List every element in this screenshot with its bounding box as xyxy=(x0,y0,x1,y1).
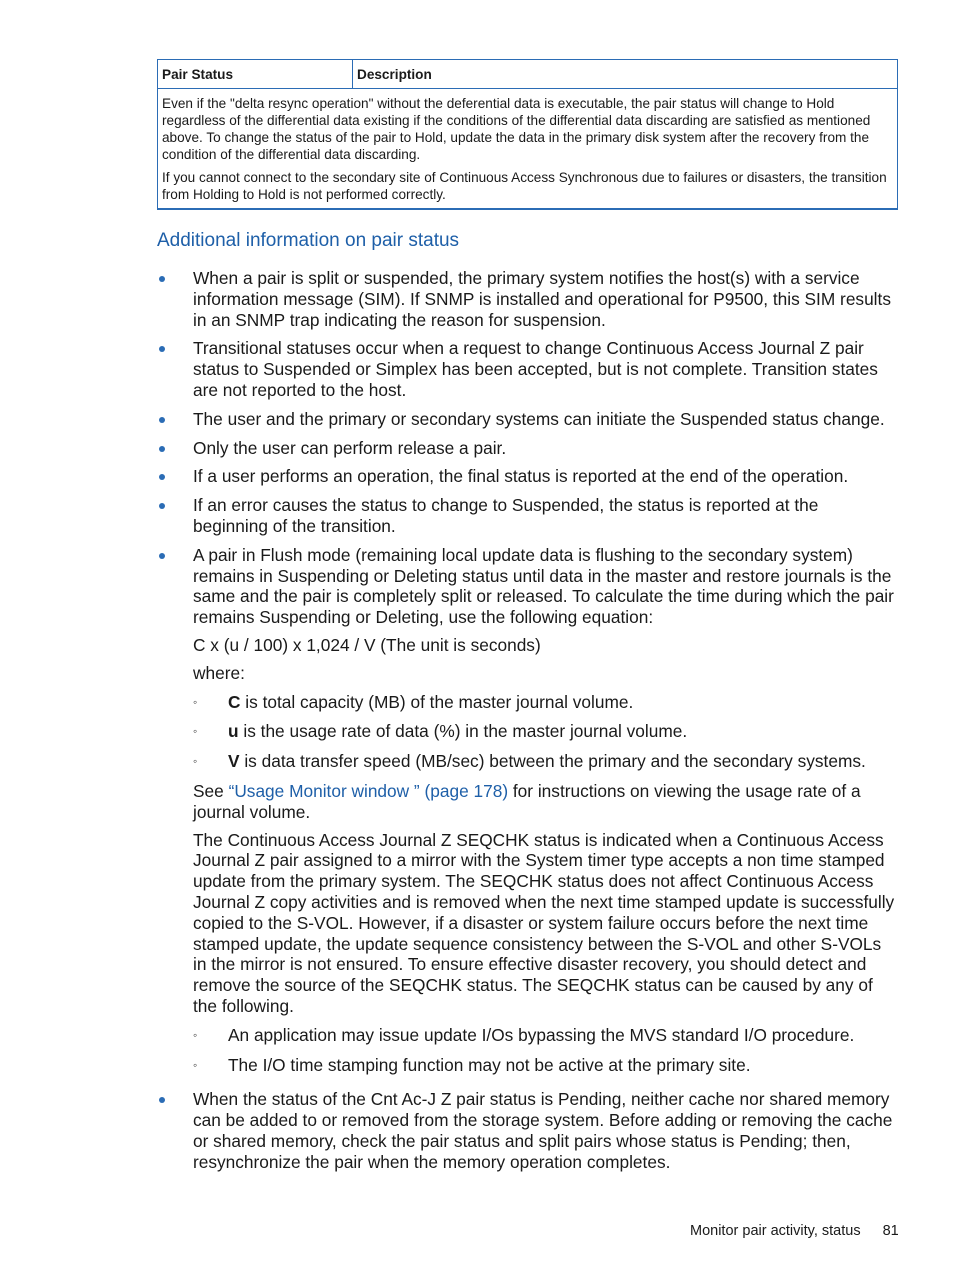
variable-text: is data transfer speed (MB/sec) between the primary and the secondary systems. xyxy=(239,751,866,772)
variable-name: C xyxy=(228,691,241,712)
cause-item: ◦ The I/O time stamping function may not be active at the primary site. xyxy=(193,1055,897,1076)
main-content xyxy=(157,268,897,1180)
list-item: Only the user can perform release a pair. xyxy=(157,438,897,459)
variable-name: V xyxy=(228,751,240,772)
where-label: where: xyxy=(193,662,245,683)
table-header-row xyxy=(158,60,897,89)
list-item: When a pair is split or suspended, the primary system notifies the host(s) with a service information message (SIM). If SNMP is installed and operational for P9500, this SIM results in an SNMP trap indicating the reason for suspension. xyxy=(157,268,897,330)
bullet-list xyxy=(157,268,897,1172)
table-note: If you cannot connect to the secondary site of Continuous Access Synchronous due to failures or disasters, the transition from Holding to Hold is not performed correctly. xyxy=(162,170,887,202)
flush-mode-text: A pair in Flush mode (remaining local update data is flushing to the secondary system) remains in Suspending or Deleting status until data in the master and restore journals is the same and the pair is completely split or released. To calculate the time during which the pair remains Suspending or Deleting, use the following equation: xyxy=(193,544,894,628)
see-prefix: See xyxy=(193,780,229,801)
variable-text: is the usage rate of data (%) in the master journal volume. xyxy=(238,721,688,742)
page-number: 81 xyxy=(882,1223,899,1239)
list-item: If a user performs an operation, the final status is reported at the end of the operation. xyxy=(157,466,897,487)
list-item-flush-mode xyxy=(157,545,897,1076)
variable-item xyxy=(193,692,897,713)
page-footer xyxy=(690,1223,899,1239)
variable-list xyxy=(193,692,897,772)
variable-item xyxy=(193,751,897,772)
list-item: If an error causes the status to change to Suspended, the status is reported at the beginning of the transition. xyxy=(157,495,897,537)
column-header-description: Description xyxy=(357,67,432,82)
usage-monitor-link[interactable]: “Usage Monitor window ” (page 178) xyxy=(228,780,509,801)
pair-status-table xyxy=(157,59,898,210)
seqchk-paragraph: The Continuous Access Journal Z SEQCHK status is indicated when a Continuous Access Journal Z pair assigned to a mirror with the System timer type accepts a non time stamped update from the primary system. The SEQCHK status does not affect Continuous Access Journal Z copy activities and is removed when the next time stamped update is successfully copied to the S-VOL. However, if a disaster or system failure occurs before the next time stamped update, the update sequence consistency between the S-VOL and other S-VOLs in the mirror is not ensured. To ensure effective disaster recovery, you should detect and remove the source of the SEQCHK status. The SEQCHK status can be caused by any of the following. xyxy=(193,829,895,1016)
list-item: The user and the primary or secondary systems can initiate the Suspended status change. xyxy=(157,409,897,430)
causes-list xyxy=(193,1025,897,1076)
table-row xyxy=(158,89,897,208)
cause-item: ◦ An application may issue update I/Os bypassing the MVS standard I/O procedure. xyxy=(193,1025,897,1046)
variable-text: is total capacity (MB) of the master journal volume. xyxy=(240,691,634,712)
variable-name: u xyxy=(228,721,239,742)
column-header-pair-status: Pair Status xyxy=(158,60,353,88)
see-reference xyxy=(193,781,897,823)
equation: C x (u / 100) x 1,024 / V (The unit is seconds) xyxy=(193,634,541,655)
list-item: When the status of the Cnt Ac-J Z pair status is Pending, neither cache nor shared memory can be added to or removed from the storage system. Before adding or removing the cache or shared memory, check the pair status and split pairs whose status is Pending; then, resynchronize the pair when the memory operation completes. xyxy=(157,1089,897,1172)
footer-section: Monitor pair activity, status xyxy=(690,1223,861,1239)
variable-item xyxy=(193,721,897,742)
list-item: Transitional statuses occur when a request to change Continuous Access Journal Z pair status to Suspended or Simplex has been accepted, but is not complete. Transition states are not reported to the host. xyxy=(157,338,897,400)
section-title: Additional information on pair status xyxy=(157,230,460,251)
see-suffix: for instructions on viewing the usage rate of a journal volume. xyxy=(193,780,861,822)
table-note: Even if the "delta resync operation" without the deferential data is executable, the pair status will change to Hold regardless of the differential data existing if the conditions of the differential data discarding are satisfied as mentioned above. To change the status of the pair to Hold, update the data in the primary disk system after the recovery from the condition of the differential data discarding. xyxy=(162,96,871,162)
